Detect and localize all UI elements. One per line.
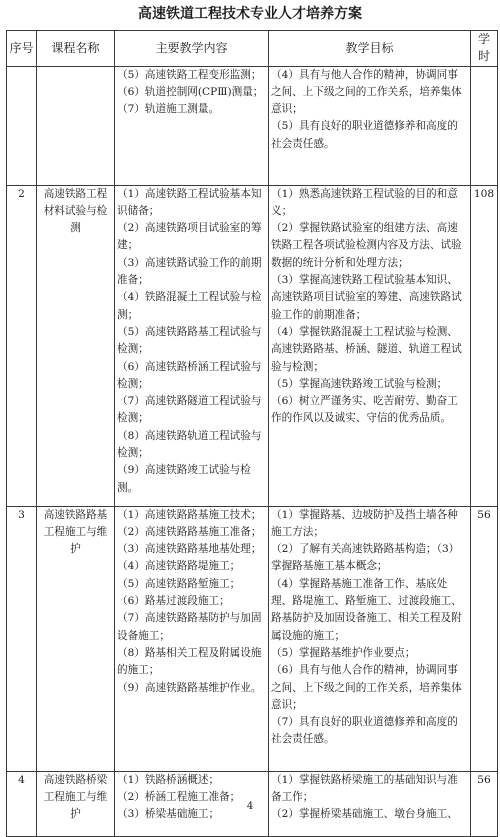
content-item: （2）高速铁路项目试验室的筹建；: [117, 222, 262, 252]
content-item: （6）路基过渡段施工；: [117, 595, 230, 608]
hours: 56: [471, 506, 498, 771]
goal-item: （7）具有良好的职业道德修养和高度的社会责任感。: [271, 716, 458, 746]
curriculum-table: [6, 30, 498, 837]
goal-item: （1）掌握路基、边坡防护及挡土墙各种施工方法；: [271, 508, 458, 538]
content-item: （7）轨道施工测量。: [117, 103, 220, 116]
teaching-content: [115, 66, 269, 185]
hours: [471, 66, 498, 185]
header-content: 主要教学内容: [115, 31, 269, 67]
goal-item: （5）具有良好的职业道德修养和高度的社会责任感。: [271, 120, 458, 150]
goal-item: （4）掌握路基施工准备工作、基底处理、路堤施工、路堑施工、过渡段施工、路基防护及加固设备施工、相关工程及附属设施的施工；: [271, 577, 462, 642]
content-item: （5）高速铁路工程变形监测；: [117, 68, 262, 81]
teaching-goals: [269, 506, 471, 771]
row-number: [7, 66, 37, 185]
page-number: 4: [246, 801, 254, 812]
course-name: 高速铁路工程材料试验与检测: [37, 185, 115, 506]
header-goals: 教学目标: [269, 31, 471, 67]
goal-item: （5）掌握路基维护作业要点；: [271, 646, 416, 659]
hours: 56: [471, 771, 498, 836]
content-item: （2）高速铁路路基施工准备；: [117, 525, 262, 538]
course-name: 高速铁路路基工程施工与维护: [37, 506, 115, 771]
goal-item: （5）掌握高速铁路竣工试验与检测；: [271, 377, 448, 390]
goal-item: （3）掌握高速铁路工程试验基本知识、高速铁路项目试验室的筹建、高速铁路试验工作的前期准备；: [271, 274, 462, 321]
content-item: （7）高速铁路隧道工程试验与检测；: [117, 395, 262, 425]
page-title: 高速铁道工程技术专业人才培养方案: [138, 6, 362, 22]
header-no: 序号: [7, 31, 37, 67]
goal-item: （2）掌握铁路试验室的组建方法、高速铁路工程各项试验检测内容及方法、试验数据的统计分析和处理方法；: [271, 222, 462, 269]
content-item: （4）高速铁路路堤施工；: [117, 560, 241, 573]
teaching-content: [115, 185, 269, 506]
goal-item: （4）具有与他人合作的精神，协调同事之间、上下级之间的工作关系，培养集体意识；: [271, 68, 462, 116]
row-number: 4: [7, 771, 37, 836]
content-item: （6）轨道控制网(CPⅢ)测量；: [117, 85, 264, 98]
goal-item: （1）掌握铁路桥梁施工的基础知识与准备工作；: [271, 773, 458, 803]
row-number: 2: [7, 185, 37, 506]
content-item: （5）高速铁路路基工程试验与检测；: [117, 325, 262, 356]
teaching-goals: [269, 185, 471, 506]
goal-item: （6）树立严谨务实、吃苦耐劳、勤奋工作的作风以及诚实、守信的优秀品质。: [271, 395, 458, 425]
teaching-goals: [269, 66, 471, 185]
goal-item: （1）熟悉高速铁路工程试验的目的和意义；: [271, 187, 458, 217]
table-row: [7, 66, 498, 185]
header-course-name: 课程名称: [37, 31, 115, 67]
content-item: （2）桥涵工程施工准备；: [117, 790, 241, 803]
table-row: [7, 185, 498, 506]
hours: 108: [471, 185, 498, 506]
row-number: 3: [7, 506, 37, 771]
content-item: （5）高速铁路路堑施工；: [117, 577, 241, 590]
content-item: （8）高速铁路轨道工程试验与检测；: [117, 429, 262, 460]
content-item: （9）高速铁路竣工试验与检测。: [117, 464, 251, 494]
content-item: （9）高速铁路路基维护作业。: [117, 681, 262, 694]
teaching-content: [115, 506, 269, 771]
goal-item: （2）了解有关高速铁路路基构造；（3）掌握路基施工基本概念；: [271, 543, 460, 573]
course-name: 高速铁路桥梁工程施工与维护: [37, 771, 115, 836]
content-item: （7）高速铁路路基防护与加固设备施工；: [117, 612, 262, 642]
content-item: （8）路基相关工程及附属设施的施工；: [117, 646, 262, 677]
goal-item: （6）具有与他人合作的精神，协调同事之间、上下级之间的工作关系，培养集体意识；: [271, 664, 462, 711]
content-item: （1）铁路桥涵概述；: [117, 773, 220, 786]
goal-item: （2）掌握桥梁基础施工、墩台身施工、: [271, 808, 458, 821]
header-hours: 学时: [471, 31, 498, 67]
content-item: （3）高速铁路试验工作的前期准备；: [117, 256, 262, 287]
content-item: （1）高速铁路工程试验基本知识储备；: [117, 187, 262, 217]
course-name: [37, 66, 115, 185]
table-row: [7, 506, 498, 771]
content-item: （4）铁路混凝土工程试验与检测；: [117, 291, 262, 321]
goal-item: （4）掌握铁路混凝土工程试验与检测、高速铁路路基、桥涵、隧道、轨道工程试验与检测；: [271, 325, 462, 373]
content-item: （6）高速铁路桥涵工程试验与检测；: [117, 360, 262, 390]
content-item: （1）高速铁路路基施工技术；: [117, 508, 262, 521]
content-item: （3）桥梁基础施工；: [117, 808, 220, 821]
content-item: （3）高速铁路路基地基处理；: [117, 543, 262, 556]
table-header-row: [7, 31, 498, 67]
